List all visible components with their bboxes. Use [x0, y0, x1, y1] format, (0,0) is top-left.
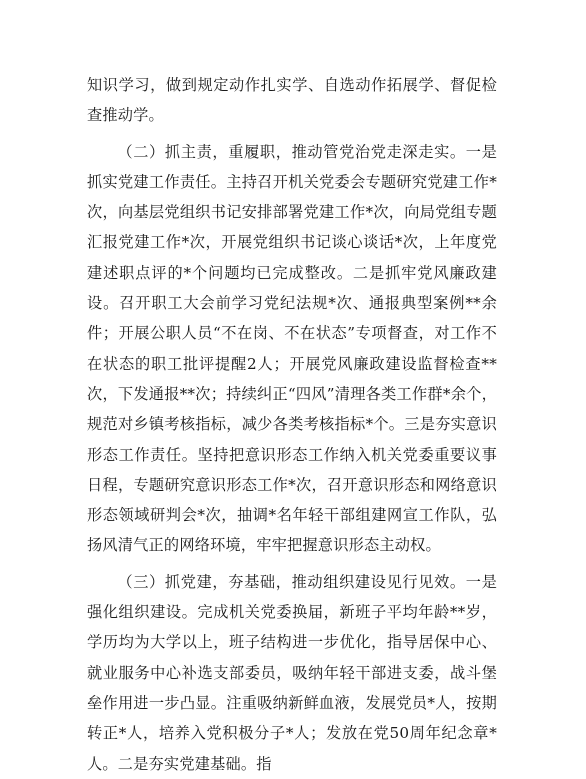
document-body	[87, 70, 497, 779]
paragraph-study-continuation: 知识学习，做到规定动作扎实学、自选动作拓展学、督促检查推动学。	[87, 76, 497, 125]
paragraph-section-three: （三）抓党建，夯基础，推动组织建设见行见效。一是强化组织建设。完成机关党委换届，新班子平均年龄**岁，学历均为大学以上，班子结构进一步优化，指导居保中心、就业服务中心补选支部委员，吸纳年轻干部进支委，战斗堡垒作用进一步凸显。注重吸纳新鲜血液，发展党员*人，按期转正*人，培养入党积极分子*人；发放在党50周年纪念章*人。二是夯实党建基础。指	[87, 572, 497, 773]
paragraph-section-two: （二）抓主责，重履职，推动管党治党走深走实。一是抓实党建工作责任。主持召开机关党委会专题研究党建工作*次，向基层党组织书记安排部署党建工作*次，向局党组专题汇报党建工作*次，开展党组织书记谈心谈话*次，上年度党建述职点评的*个问题均已完成整改。二是抓牢党风廉政建设。召开职工大会前学习党纪法规*次、通报典型案例**余件；开展公职人员“不在岗、不在状态”专项督查，对工作不在状态的职工批评提醒2人；开展党风廉政建设监督检查**次，下发通报**次；持续纠正“四风”清理各类工作群*余个，规范对乡镇考核指标，减少各类考核指标*个。三是夯实意识形态工作责任。坚持把意识形态工作纳入机关党委重要议事日程，专题研究意识形态工作*次，召开意识形态和网络意识形态领域研判会*次，抽调*名年轻干部组建网宣工作队，弘扬风清气正的网络环境，牢牢把握意识形态主动权。	[87, 142, 497, 555]
